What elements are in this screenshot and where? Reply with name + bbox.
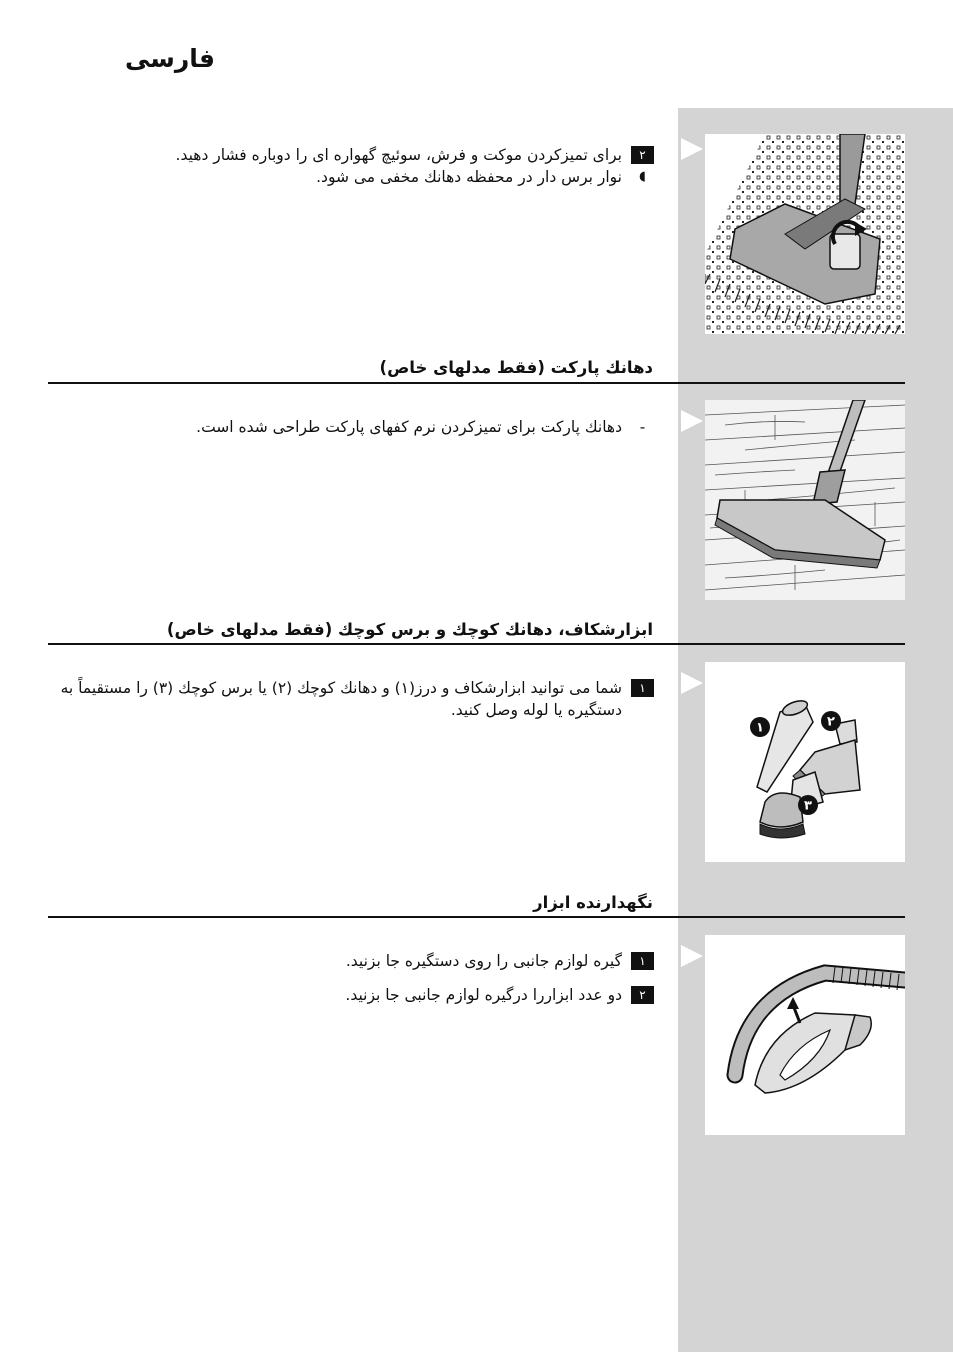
accessories-step — [48, 677, 654, 721]
carpet-step — [176, 144, 654, 166]
parquet-nozzle-illustration — [705, 400, 905, 600]
dash-bullet: - — [639, 418, 646, 436]
accessory-tools-illustration — [705, 662, 905, 862]
carpet-bullet — [176, 166, 654, 188]
holder-step — [345, 984, 654, 1006]
holder-step — [345, 950, 654, 972]
parquet-description — [196, 416, 654, 438]
section-heading-parquet: دهانك پارکت (فقط مدلهای خاص) — [379, 358, 653, 377]
label-one: ١ — [756, 720, 764, 736]
section-heading-accessories: ابزارشکاف، دهانك کوچك و برس کوچك (فقط مدلهای خاص) — [166, 620, 653, 639]
item-text: دهانك پارکت برای تمیزکردن نرم کفهای پارکت طراحی شده است. — [196, 418, 622, 436]
pointer-arrow — [681, 138, 703, 160]
step-number-badge: ١ — [631, 679, 654, 697]
half-circle-bullet-icon: ◖ — [639, 169, 646, 184]
pointer-arrow — [681, 945, 703, 967]
pointer-arrow — [681, 672, 703, 694]
accessory-holder-illustration — [705, 935, 905, 1135]
language-title: فارسی — [125, 44, 216, 73]
section-heading-holder: نگهدارنده ابزار — [533, 893, 653, 912]
step-text: شما می توانید ابزارشکاف و درز(١) و دهانك کوچك (٢) یا برس کوچك (٣) را مستقیماً به دستگیره یا لوله وصل کنید. — [60, 679, 622, 719]
step-text: برای تمیزکردن موکت و فرش، سوئیچ گهواره ای را دوباره فشار دهید. — [175, 146, 622, 164]
step-number-badge: ١ — [631, 952, 654, 970]
section-divider — [48, 382, 905, 384]
carpet-instructions — [176, 144, 654, 188]
step-text: دو عدد ابزاررا درگیره لوازم جانبی جا بزنید. — [345, 986, 622, 1004]
step-number-badge: ٢ — [631, 986, 654, 1004]
label-two: ٢ — [827, 714, 835, 730]
parquet-item — [196, 416, 654, 438]
accessories-instructions — [48, 677, 654, 721]
bullet-text: نوار برس دار در محفظه دهانك مخفی می شود. — [316, 168, 622, 186]
section-divider — [48, 916, 905, 918]
section-divider — [48, 643, 905, 645]
label-three: ٣ — [804, 798, 812, 814]
step-text: گیره لوازم جانبی را روی دستگیره جا بزنید. — [345, 952, 622, 970]
carpet-nozzle-illustration — [705, 134, 905, 334]
pointer-arrow — [681, 410, 703, 432]
step-number-badge: ٢ — [631, 146, 654, 164]
holder-instructions — [345, 950, 654, 1006]
